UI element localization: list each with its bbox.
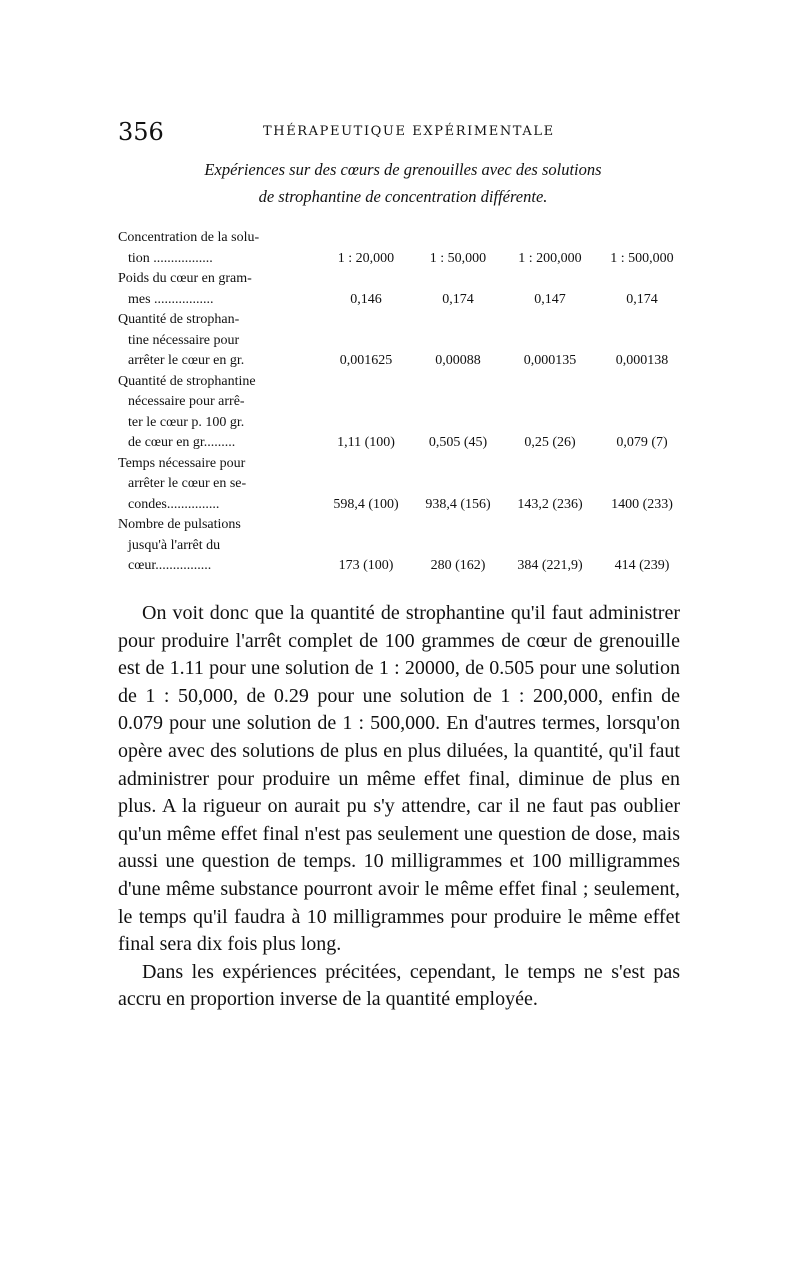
table-row — [118, 454, 688, 516]
table-row — [118, 310, 688, 372]
row-label-line: tion ................. — [128, 250, 213, 266]
table-caption — [118, 156, 688, 210]
cell-value: 0,079 (7) — [616, 435, 668, 450]
row-label-line: Quantité de strophan- — [118, 312, 240, 327]
cell-value: 938,4 (156) — [425, 496, 491, 512]
cell-value: 143,2 (236) — [517, 496, 583, 512]
row-label-line: jusqu'à l'arrêt du — [128, 537, 221, 553]
cell-value: 1 : 50,000 — [429, 250, 487, 266]
experiment-table — [118, 228, 688, 577]
cell-value: 598,4 (100) — [333, 496, 399, 512]
page-number: 356 — [118, 118, 164, 146]
cell-value: 384 (221,9) — [517, 558, 583, 573]
caption-line-2: de strophantine de concentration différente. — [258, 187, 548, 206]
row-label-line: Poids du cœur en gram- — [118, 271, 252, 286]
row-label — [118, 454, 320, 516]
row-label-line: cœur................ — [128, 558, 212, 573]
cell-value: 0,00088 — [435, 353, 481, 368]
row-label-line: mes ................. — [128, 291, 214, 307]
cell-value: 0,505 (45) — [428, 435, 488, 450]
row-label-line: de cœur en gr......... — [128, 435, 236, 450]
cell-value: 0,001625 — [339, 353, 393, 368]
cell-value: 1 : 20,000 — [337, 250, 395, 266]
paragraph: Dans les expériences précitées, cependant, le temps ne s'est pas accru en proportion inverse de la quantité employée. — [118, 960, 680, 1011]
caption-line-1: Expériences sur des cœurs de grenouilles avec des solutions — [204, 160, 602, 179]
cell-value: 1,11 (100) — [337, 435, 395, 450]
cell-value: 0,000138 — [615, 353, 669, 368]
row-label — [118, 372, 320, 454]
cell-value: 0,146 — [350, 291, 382, 307]
row-label-line: condes............... — [128, 496, 220, 512]
cell-value: 0,174 — [626, 291, 658, 307]
row-label-line: Temps nécessaire pour — [118, 455, 246, 471]
table-row — [118, 515, 688, 577]
row-label-line: tine nécessaire pour — [128, 332, 240, 348]
row-label-line: arrêter le cœur en gr. — [128, 353, 245, 368]
row-label — [118, 269, 320, 310]
cell-value: 0,000135 — [523, 353, 577, 368]
table-row — [118, 228, 688, 269]
row-label-line: Nombre de pulsations — [118, 517, 241, 532]
cell-value: 0,147 — [534, 291, 566, 307]
body-text — [118, 600, 680, 1014]
cell-value: 1400 (233) — [611, 496, 673, 512]
row-label — [118, 228, 320, 269]
page-header — [118, 118, 688, 146]
cell-value: 0,25 (26) — [524, 435, 576, 450]
running-title: THÉRAPEUTIQUE EXPÉRIMENTALE — [263, 124, 555, 139]
paragraph: On voit donc que la quantité de strophantine qu'il faut administrer pour produire l'arrêt complet de 100 grammes de cœur de grenouille est de 1.11 pour une solution de 1 : 20000, de 0.505 pour une solution de 1 : 50,000, de 0.29 pour une solution de 1 : 200,000, enfin de 0.079 pour une solution de 1 : 500,000. En d'autres termes, lorsqu'on opère avec des solutions de plus en plus diluées, la quantité, qu'il faut administrer pour produire un même effet final, diminue de plus en plus. A la rigueur on aurait pu s'y attendre, car il ne faut pas oublier qu'un même effet final n'est pas seulement une question de dose, mais aussi une question de temps. 10 milligrammes et 100 milligrammes d'une même substance pourront avoir le même effet final ; seulement, le temps qu'il faudra à 10 milligrammes pour produire le même effet final sera dix fois plus long. — [118, 602, 680, 956]
cell-value: 173 (100) — [338, 558, 394, 573]
row-label — [118, 310, 320, 372]
table-row — [118, 269, 688, 310]
row-label-line: Quantité de strophantine — [118, 373, 256, 389]
cell-value: 0,174 — [442, 291, 474, 307]
row-label-line: ter le cœur p. 100 gr. — [128, 414, 245, 430]
row-label-line: Concentration de la solu- — [118, 230, 260, 245]
table-row — [118, 372, 688, 454]
cell-value: 414 (239) — [614, 558, 670, 573]
cell-value: 280 (162) — [430, 558, 486, 573]
row-label-line: arrêter le cœur en se- — [128, 476, 247, 491]
cell-value: 1 : 200,000 — [518, 250, 582, 266]
row-label-line: nécessaire pour arrê- — [128, 394, 245, 409]
row-label — [118, 515, 320, 577]
cell-value: 1 : 500,000 — [610, 250, 674, 266]
